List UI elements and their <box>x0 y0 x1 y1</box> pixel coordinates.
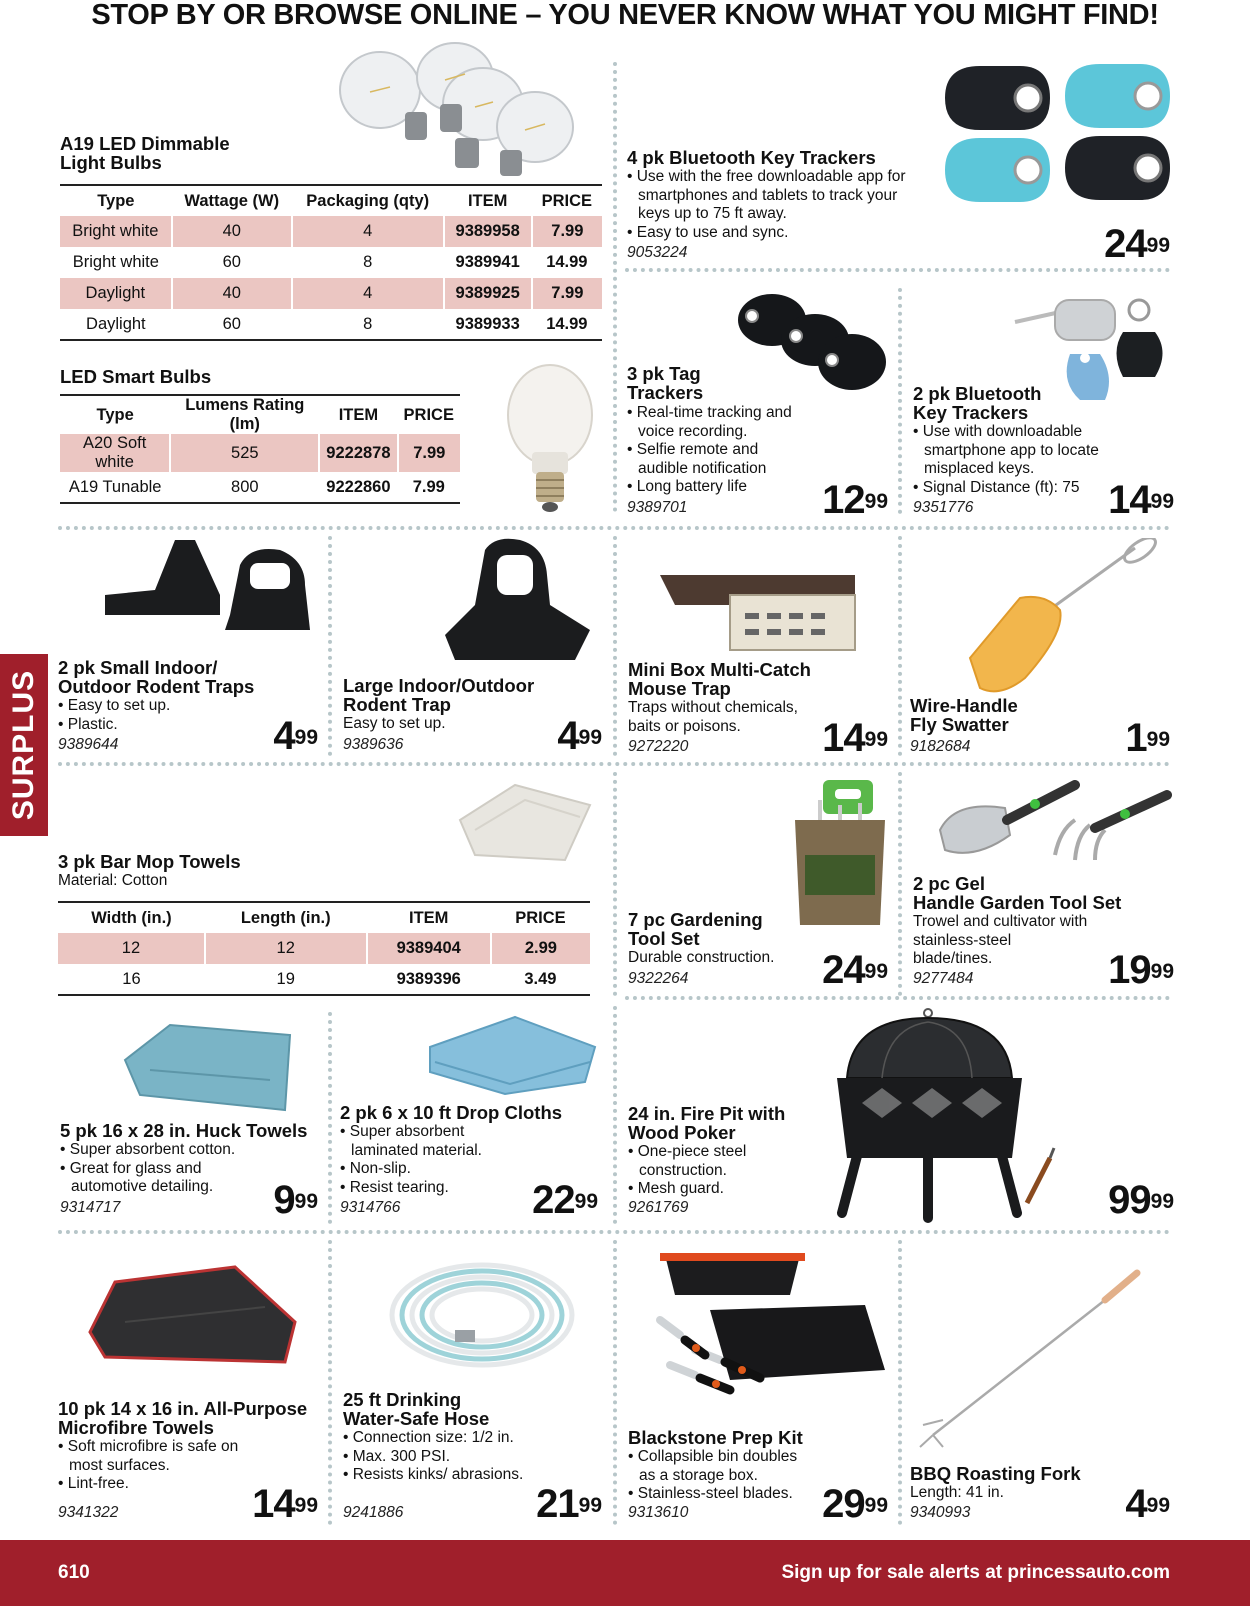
prep-kit-sku: 9313610 <box>628 1504 689 1521</box>
table-cell: 9222878 <box>319 434 397 472</box>
table-cell: A20 Soft white <box>60 434 170 472</box>
table-header-cell: Packaging (qty) <box>306 191 430 210</box>
drop-cloths-sku: 9314766 <box>340 1199 401 1216</box>
table-cell: 9389925 <box>444 278 532 309</box>
table-cell: Daylight <box>86 314 146 333</box>
prep-kit-title: Blackstone Prep Kit <box>628 1427 803 1448</box>
table-cell: 40 <box>172 278 292 309</box>
garden-tool-set-gel-desc: Trowel and cultivator with stainless-steel blade/tines. <box>913 913 1088 967</box>
fly-swatter-title: Wire-Handle Fly Swatter <box>910 695 1018 735</box>
table-row <box>58 933 590 964</box>
mouse-trap-price: $14^{99}$ <box>822 716 888 760</box>
drop-cloths-price: $22^{99}$ <box>532 1178 598 1222</box>
drop-cloths-title: 2 pk 6 x 10 ft Drop Cloths <box>340 1102 563 1123</box>
rodent-trap-large-sku: 9389636 <box>343 736 404 753</box>
table-cell: 16 <box>122 969 141 988</box>
table-cell: 9389933 <box>455 314 520 333</box>
table-cell: 60 <box>222 253 241 271</box>
table-header-cell: PRICE <box>403 405 454 424</box>
led-bulbs-image <box>335 42 585 182</box>
table-cell: 9389958 <box>444 216 532 247</box>
drop-cloths-desc: • Super absorbent laminated material. • Non-slip. • Resist tearing. <box>340 1123 482 1196</box>
table-cell: 9389404 <box>367 933 491 964</box>
fire-pit-desc: • One-piece steel construction. • Mesh guard. <box>628 1143 747 1197</box>
divider <box>58 762 1170 766</box>
table-row <box>60 278 602 309</box>
key-trackers-4pk-sku: 9053224 <box>627 244 688 261</box>
table-cell: 7.99 <box>532 278 602 309</box>
hose-image <box>385 1255 580 1375</box>
table-cell: 9222860 <box>326 477 391 496</box>
page-number: 610 <box>58 1562 90 1583</box>
divider <box>898 772 902 996</box>
smart-bulb-image <box>505 360 595 515</box>
table-cell: 12 <box>205 933 367 964</box>
table-header-cell: ITEM <box>467 191 508 210</box>
huck-towels-desc: • Super absorbent cotton. • Great for glass and automotive detailing. <box>60 1141 236 1195</box>
table-cell: 8 <box>363 314 373 333</box>
rodent-traps-small-sku: 9389644 <box>58 736 119 753</box>
roasting-fork-title: BBQ Roasting Fork <box>910 1463 1081 1484</box>
tag-trackers-image <box>730 290 890 400</box>
table-cell: 4 <box>292 278 444 309</box>
key-trackers-4pk-image <box>940 58 1175 208</box>
gardening-tool-set-price: $24^{99}$ <box>822 948 888 992</box>
table-cell: 7.99 <box>398 434 460 472</box>
table-cell: Bright white <box>72 253 159 271</box>
table-cell: Bright white <box>60 216 172 247</box>
table-row <box>60 216 602 247</box>
prep-kit-price: $29^{99}$ <box>822 1482 888 1526</box>
divider <box>613 536 617 756</box>
table-header-cell: ITEM <box>338 405 379 424</box>
tag-trackers-desc: • Real-time tracking and voice recording. • Selfie remote and audible notification • Long battery life <box>627 404 792 495</box>
table-cell: A19 Tunable <box>68 477 162 496</box>
table-cell: 9389941 <box>455 253 520 271</box>
divider <box>613 1006 617 1224</box>
divider <box>613 62 617 512</box>
table-cell: 8 <box>363 253 373 271</box>
divider <box>898 536 902 756</box>
table-row <box>58 964 590 995</box>
microfibre-towels-price: $14^{99}$ <box>252 1482 318 1526</box>
microfibre-towels-sku: 9341322 <box>58 1504 119 1521</box>
rodent-trap-large-title: Large Indoor/Outdoor Rodent Trap <box>343 675 535 715</box>
roasting-fork-image <box>915 1255 1145 1450</box>
divider <box>328 536 332 756</box>
drop-cloths-image <box>425 1012 600 1097</box>
table-cell: 3.49 <box>524 969 557 988</box>
hose-price: $21^{99}$ <box>536 1482 602 1526</box>
table-cell: 14.99 <box>546 253 588 271</box>
table-cell: 2.99 <box>491 933 590 964</box>
huck-towels-title: 5 pk 16 x 28 in. Huck Towels <box>60 1120 308 1141</box>
bar-mop-title: 3 pk Bar Mop Towels <box>58 851 241 872</box>
table-header-cell: Type <box>97 191 135 210</box>
huck-towels-sku: 9314717 <box>60 1199 121 1216</box>
table-cell: 19 <box>276 969 295 988</box>
huck-towels-image <box>120 1020 300 1115</box>
table-header-cell: Width (in.) <box>91 908 172 927</box>
mouse-trap-desc: Traps without chemicals, baits or poisons. <box>628 699 798 735</box>
divider <box>613 772 617 996</box>
fly-swatter-image <box>965 538 1165 698</box>
fire-pit-price: $99^{99}$ <box>1108 1178 1174 1222</box>
divider <box>328 1240 332 1525</box>
bar-mop-table <box>58 901 590 996</box>
table-header-cell: Type <box>96 405 134 424</box>
mouse-trap-title: Mini Box Multi-Catch Mouse Trap <box>628 659 811 699</box>
divider <box>58 526 1170 530</box>
mouse-trap-image <box>655 555 865 655</box>
rodent-traps-small-title: 2 pk Small Indoor/ Outdoor Rodent Traps <box>58 657 255 697</box>
rodent-trap-large-price: $4^{99}$ <box>557 714 602 758</box>
microfibre-towels-title: 10 pk 14 x 16 in. All-Purpose Microfibre Towels <box>58 1398 308 1438</box>
garden-tool-set-gel-image <box>935 780 1175 870</box>
page-footer <box>0 1540 1250 1606</box>
divider <box>58 1230 1170 1234</box>
surplus-side-tab: SURPLUS <box>0 654 48 836</box>
gardening-tool-set-image <box>785 775 895 935</box>
divider <box>613 1240 617 1525</box>
smart-bulbs-table <box>60 394 460 504</box>
garden-tool-set-gel-title: 2 pc Gel Handle Garden Tool Set <box>913 873 1122 913</box>
rodent-trap-large-desc: Easy to set up. <box>343 715 446 732</box>
hose-title: 25 ft Drinking Water-Safe Hose <box>343 1389 490 1429</box>
table-header-cell: Lumens Rating (lm) <box>185 396 305 433</box>
huck-towels-price: $9^{99}$ <box>273 1178 318 1222</box>
fire-pit-sku: 9261769 <box>628 1199 689 1216</box>
garden-tool-set-gel-sku: 9277484 <box>913 970 974 987</box>
garden-tool-set-gel-price: $19^{99}$ <box>1108 948 1174 992</box>
mouse-trap-sku: 9272220 <box>628 738 689 755</box>
divider <box>898 288 902 514</box>
fire-pit-image <box>832 1008 1062 1223</box>
key-trackers-4pk-price: $24^{99}$ <box>1104 222 1170 266</box>
fly-swatter-price: $1^{99}$ <box>1125 716 1170 760</box>
roasting-fork-sku: 9340993 <box>910 1504 971 1521</box>
microfibre-towels-desc: • Soft microfibre is safe on most surfaces. • Lint-free. <box>58 1438 239 1492</box>
key-trackers-2pk-price: $14^{99}$ <box>1108 478 1174 522</box>
roasting-fork-desc: Length: 41 in. <box>910 1484 1004 1501</box>
table-cell: 14.99 <box>546 314 588 333</box>
tag-trackers-title: 3 pk Tag Trackers <box>627 363 704 403</box>
table-cell: 9389396 <box>396 969 461 988</box>
prep-kit-image <box>650 1250 890 1405</box>
hose-sku: 9241886 <box>343 1504 404 1521</box>
divider <box>625 268 1170 272</box>
rodent-trap-large-image <box>435 535 595 665</box>
table-cell: 40 <box>172 216 292 247</box>
rodent-traps-small-desc: • Easy to set up. • Plastic. <box>58 697 171 733</box>
key-trackers-2pk-desc: • Use with downloadable smartphone app to locate misplaced keys. • Signal Distance (ft): 75 <box>913 423 1099 496</box>
tag-trackers-sku: 9389701 <box>627 499 688 516</box>
table-row <box>60 247 602 278</box>
table-cell: 800 <box>231 477 259 496</box>
key-trackers-2pk-title: 2 pk Bluetooth Key Trackers <box>913 383 1042 423</box>
led-bulbs-title: A19 LED Dimmable Light Bulbs <box>60 133 230 173</box>
key-trackers-2pk-sku: 9351776 <box>913 499 974 516</box>
table-row <box>60 309 602 340</box>
fire-pit-title: 24 in. Fire Pit with Wood Poker <box>628 1103 786 1143</box>
table-header-cell: PRICE <box>515 908 566 927</box>
table-cell: 4 <box>292 216 444 247</box>
prep-kit-desc: • Collapsible bin doubles as a storage box. • Stainless-steel blades. <box>628 1448 798 1502</box>
divider <box>898 1240 902 1525</box>
roasting-fork-price: $4^{99}$ <box>1125 1482 1170 1526</box>
gardening-tool-set-desc: Durable construction. <box>628 949 775 966</box>
rodent-traps-small-image <box>100 535 315 645</box>
table-header-cell: Length (in.) <box>240 908 331 927</box>
table-header-cell: PRICE <box>541 191 593 210</box>
table-cell: 525 <box>170 434 319 472</box>
table-cell: 7.99 <box>532 216 602 247</box>
key-trackers-4pk-desc: • Use with the free downloadable app for smartphones and tablets to track your keys up to 75 ft away. • Easy to use and sync. <box>627 168 906 241</box>
key-trackers-4pk-title: 4 pk Bluetooth Key Trackers <box>627 147 876 168</box>
tag-trackers-price: $12^{99}$ <box>822 478 888 522</box>
microfibre-towels-image <box>85 1262 300 1372</box>
table-cell: 7.99 <box>412 477 445 496</box>
bar-mop-subtitle: Material: Cotton <box>58 872 168 889</box>
table-cell: Daylight <box>60 278 172 309</box>
table-cell: 60 <box>222 314 241 333</box>
table-row <box>60 434 460 472</box>
gardening-tool-set-title: 7 pc Gardening Tool Set <box>628 909 763 949</box>
led-bulbs-table <box>60 184 602 341</box>
rodent-traps-small-price: $4^{99}$ <box>273 714 318 758</box>
table-cell: 12 <box>58 933 205 964</box>
table-row <box>60 472 460 503</box>
smart-bulbs-title: LED Smart Bulbs <box>60 366 212 387</box>
page-headline: STOP BY OR BROWSE ONLINE – YOU NEVER KNOW WHAT YOU MIGHT FIND! <box>91 0 1159 31</box>
fly-swatter-sku: 9182684 <box>910 738 971 755</box>
bar-mop-image <box>455 775 595 870</box>
divider <box>328 1012 332 1224</box>
hose-desc: • Connection size: 1/2 in. • Max. 300 PSI. • Resists kinks/ abrasions. <box>343 1429 524 1483</box>
table-header-cell: ITEM <box>408 908 449 927</box>
gardening-tool-set-sku: 9322264 <box>628 970 689 987</box>
divider <box>625 996 1170 1000</box>
sale-alerts-link[interactable]: Sign up for sale alerts at princessauto.com <box>781 1562 1170 1583</box>
table-header-cell: Wattage (W) <box>184 191 280 210</box>
